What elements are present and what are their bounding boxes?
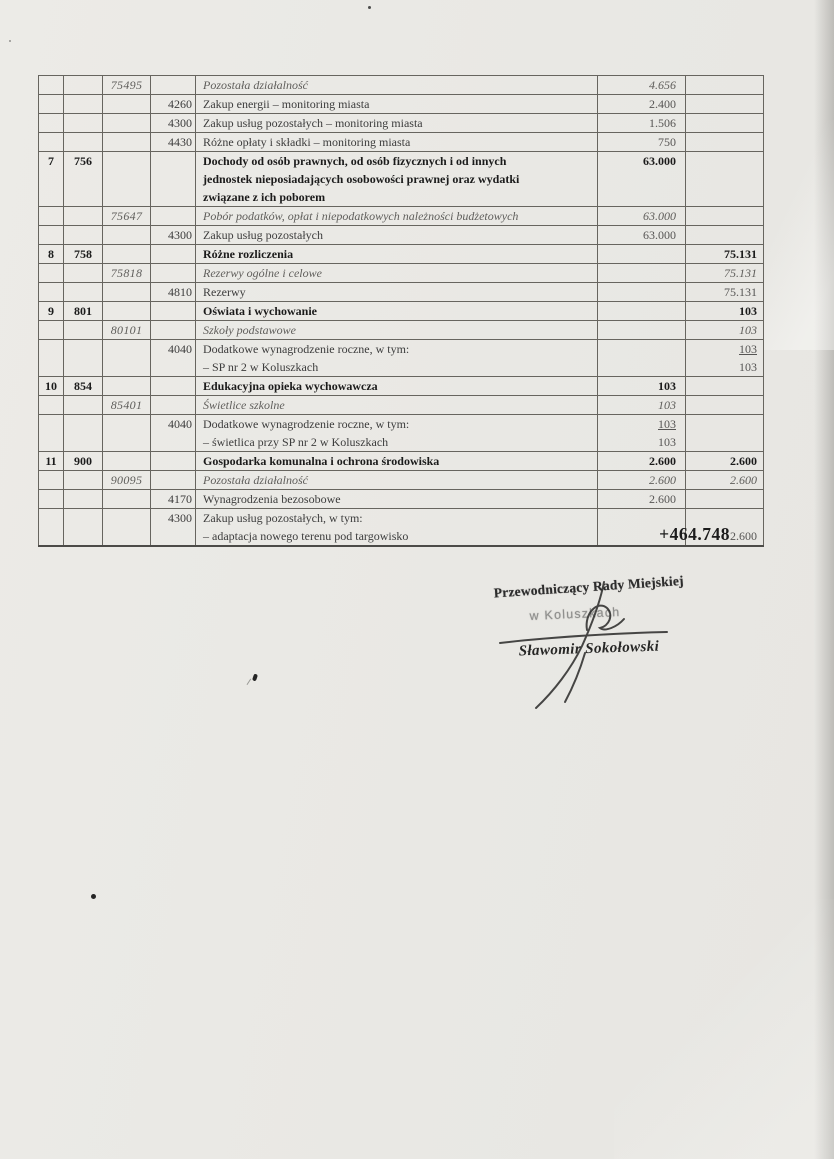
table-row xyxy=(39,377,764,396)
table-row xyxy=(39,321,764,340)
cell-paragraf: 4170 xyxy=(151,490,196,509)
cell-paragraf xyxy=(151,321,196,340)
cell-dzial: 756 xyxy=(64,152,103,207)
cell-rozdzial xyxy=(103,377,151,396)
table-row xyxy=(39,340,764,377)
table-row xyxy=(39,415,764,452)
cell-rozdzial xyxy=(103,452,151,471)
cell-value-1 xyxy=(598,245,686,264)
table-row xyxy=(39,396,764,415)
cell-paragraf: 4300 xyxy=(151,226,196,245)
cell-description: Pozostała działalność xyxy=(196,471,598,490)
cell-lp: 11 xyxy=(39,452,64,471)
cell-description: Szkoły podstawowe xyxy=(196,321,598,340)
cell-lp xyxy=(39,264,64,283)
cell-dzial xyxy=(64,396,103,415)
cell-rozdzial xyxy=(103,152,151,207)
cell-value-2: 75.131 xyxy=(686,264,764,283)
cell-dzial xyxy=(64,76,103,95)
table-row xyxy=(39,114,764,133)
cell-value-2 xyxy=(686,490,764,509)
cell-value-2 xyxy=(686,226,764,245)
ink-speck xyxy=(9,40,11,42)
table-row xyxy=(39,226,764,245)
stamp-title-text: Przewodniczący Rady Miejskiej xyxy=(493,572,685,601)
ink-speck xyxy=(368,6,371,9)
cell-rozdzial xyxy=(103,133,151,152)
cell-value-1: 2.600 xyxy=(598,471,686,490)
cell-rozdzial: 75495 xyxy=(103,76,151,95)
cell-rozdzial: 75818 xyxy=(103,264,151,283)
cell-description: Rezerwy ogólne i celowe xyxy=(196,264,598,283)
cell-lp: 9 xyxy=(39,302,64,321)
cell-dzial xyxy=(64,490,103,509)
cell-dzial xyxy=(64,264,103,283)
cell-value-2: 75.131 xyxy=(686,245,764,264)
table-row xyxy=(39,95,764,114)
cell-value-1: 2.600 xyxy=(598,490,686,509)
cell-description: Rezerwy xyxy=(196,283,598,302)
ink-speck xyxy=(252,674,258,682)
table-row xyxy=(39,207,764,226)
cell-paragraf: 4810 xyxy=(151,283,196,302)
cell-value-1 xyxy=(598,321,686,340)
cell-rozdzial xyxy=(103,302,151,321)
cell-paragraf xyxy=(151,396,196,415)
table-row xyxy=(39,76,764,95)
table-row xyxy=(39,245,764,264)
cell-value-1 xyxy=(598,340,686,377)
cell-description: Edukacyjna opieka wychowawcza xyxy=(196,377,598,396)
cell-lp xyxy=(39,283,64,302)
cell-paragraf: 4300 xyxy=(151,509,196,547)
cell-rozdzial: 75647 xyxy=(103,207,151,226)
cell-paragraf: 4040 xyxy=(151,340,196,377)
table-row xyxy=(39,264,764,283)
cell-description: Zakup usług pozostałych xyxy=(196,226,598,245)
cell-lp: 10 xyxy=(39,377,64,396)
cell-dzial: 900 xyxy=(64,452,103,471)
budget-table-body xyxy=(39,76,764,547)
cell-rozdzial: 80101 xyxy=(103,321,151,340)
table-row xyxy=(39,471,764,490)
cell-rozdzial xyxy=(103,114,151,133)
cell-dzial xyxy=(64,471,103,490)
cell-value-2 xyxy=(686,396,764,415)
cell-paragraf xyxy=(151,76,196,95)
cell-paragraf xyxy=(151,377,196,396)
cell-rozdzial xyxy=(103,490,151,509)
cell-value-2 xyxy=(686,114,764,133)
cell-lp: 8 xyxy=(39,245,64,264)
cell-description: Pozostała działalność xyxy=(196,76,598,95)
cell-description: Świetlice szkolne xyxy=(196,396,598,415)
cell-description: Zakup energii – monitoring miasta xyxy=(196,95,598,114)
ink-speck xyxy=(91,894,96,899)
table-row xyxy=(39,152,764,207)
cell-description: Oświata i wychowanie xyxy=(196,302,598,321)
cell-description: Gospodarka komunalna i ochrona środowiska xyxy=(196,452,598,471)
cell-value-1: 63.000 xyxy=(598,152,686,207)
cell-paragraf xyxy=(151,302,196,321)
cell-description: Dodatkowe wynagrodzenie roczne, w tym: – SP nr 2 w Koluszkach xyxy=(196,340,598,377)
cell-paragraf xyxy=(151,207,196,226)
cell-dzial xyxy=(64,509,103,547)
cell-dzial xyxy=(64,133,103,152)
cell-paragraf: 4430 xyxy=(151,133,196,152)
signer-name: Sławomir Sokołowski xyxy=(518,638,660,660)
cell-dzial xyxy=(64,207,103,226)
cell-value-1: 2.600 xyxy=(598,452,686,471)
cell-value-1: 1.506 xyxy=(598,114,686,133)
cell-rozdzial xyxy=(103,509,151,547)
cell-paragraf: 4260 xyxy=(151,95,196,114)
cell-rozdzial xyxy=(103,340,151,377)
cell-value-1: 2.400 xyxy=(598,95,686,114)
cell-value-2 xyxy=(686,207,764,226)
cell-value-2 xyxy=(686,152,764,207)
cell-value-1: 750 xyxy=(598,133,686,152)
cell-dzial xyxy=(64,95,103,114)
cell-lp xyxy=(39,415,64,452)
cell-description: Różne opłaty i składki – monitoring miasta xyxy=(196,133,598,152)
cell-value-1: 103 xyxy=(598,396,686,415)
cell-value-1: 63.000 xyxy=(598,226,686,245)
cell-description: Różne rozliczenia xyxy=(196,245,598,264)
cell-value-1 xyxy=(598,264,686,283)
cell-dzial xyxy=(64,321,103,340)
cell-dzial xyxy=(64,226,103,245)
cell-rozdzial xyxy=(103,283,151,302)
cell-paragraf: 4040 xyxy=(151,415,196,452)
cell-lp xyxy=(39,340,64,377)
cell-value-1: 63.000 xyxy=(598,207,686,226)
table-row xyxy=(39,133,764,152)
cell-value-1: 103 xyxy=(598,377,686,396)
scan-bottom-highlight xyxy=(614,899,834,1159)
cell-dzial xyxy=(64,340,103,377)
cell-paragraf xyxy=(151,152,196,207)
cell-rozdzial xyxy=(103,226,151,245)
cell-lp xyxy=(39,114,64,133)
cell-rozdzial xyxy=(103,245,151,264)
cell-dzial xyxy=(64,283,103,302)
stamp-city-text: w Koluszkach xyxy=(529,605,621,623)
cell-value-2: 2.600 xyxy=(686,471,764,490)
cell-lp xyxy=(39,133,64,152)
cell-lp xyxy=(39,321,64,340)
cell-lp xyxy=(39,95,64,114)
cell-lp xyxy=(39,226,64,245)
cell-lp xyxy=(39,396,64,415)
cell-dzial: 801 xyxy=(64,302,103,321)
cell-rozdzial xyxy=(103,415,151,452)
cell-value-2: 103 103 xyxy=(686,340,764,377)
cell-description: Zakup usług pozostałych – monitoring miasta xyxy=(196,114,598,133)
cell-lp: 7 xyxy=(39,152,64,207)
cell-lp xyxy=(39,490,64,509)
cell-paragraf: 4300 xyxy=(151,114,196,133)
cell-value-1: 4.656 xyxy=(598,76,686,95)
cell-description: Pobór podatków, opłat i niepodatkowych należności budżetowych xyxy=(196,207,598,226)
table-row xyxy=(39,302,764,321)
cell-value-2: 2.600 xyxy=(686,452,764,471)
cell-value-2: 103 xyxy=(686,302,764,321)
table-row xyxy=(39,283,764,302)
cell-value-2 xyxy=(686,95,764,114)
table-row xyxy=(39,452,764,471)
cell-value-2 xyxy=(686,415,764,452)
cell-value-2 xyxy=(686,76,764,95)
cell-rozdzial: 90095 xyxy=(103,471,151,490)
cell-description: Wynagrodzenia bezosobowe xyxy=(196,490,598,509)
cell-value-2: 2.600 xyxy=(686,509,764,547)
cell-dzial: 758 xyxy=(64,245,103,264)
cell-lp xyxy=(39,509,64,547)
cell-paragraf xyxy=(151,452,196,471)
cell-description: Dochody od osób prawnych, od osób fizycznych i od innych jednostek nieposiadających osobowości prawnej oraz wydatki związane z ich poborem xyxy=(196,152,598,207)
cell-dzial xyxy=(64,114,103,133)
cell-value-1: 103 103 xyxy=(598,415,686,452)
cell-paragraf xyxy=(151,245,196,264)
cell-lp xyxy=(39,471,64,490)
cell-value-2: 103 xyxy=(686,321,764,340)
cell-description: Dodatkowe wynagrodzenie roczne, w tym: – świetlica przy SP nr 2 w Koluszkach xyxy=(196,415,598,452)
table-row xyxy=(39,490,764,509)
cell-value-2 xyxy=(686,377,764,396)
budget-table xyxy=(38,75,764,547)
cell-lp xyxy=(39,76,64,95)
cell-value-2 xyxy=(686,133,764,152)
cell-rozdzial: 85401 xyxy=(103,396,151,415)
cell-dzial: 854 xyxy=(64,377,103,396)
cell-value-2: 75.131 xyxy=(686,283,764,302)
grand-total: +464.748 xyxy=(659,524,730,544)
cell-description: Zakup usług pozostałych, w tym: – adaptacja nowego terenu pod targowisko xyxy=(196,509,598,547)
handwritten-signature-icon xyxy=(470,575,710,725)
cell-value-1 xyxy=(598,283,686,302)
cell-paragraf xyxy=(151,264,196,283)
cell-rozdzial xyxy=(103,95,151,114)
cell-paragraf xyxy=(151,471,196,490)
cell-value-1 xyxy=(598,302,686,321)
cell-lp xyxy=(39,207,64,226)
cell-dzial xyxy=(64,415,103,452)
scan-corner-highlight xyxy=(764,120,834,350)
